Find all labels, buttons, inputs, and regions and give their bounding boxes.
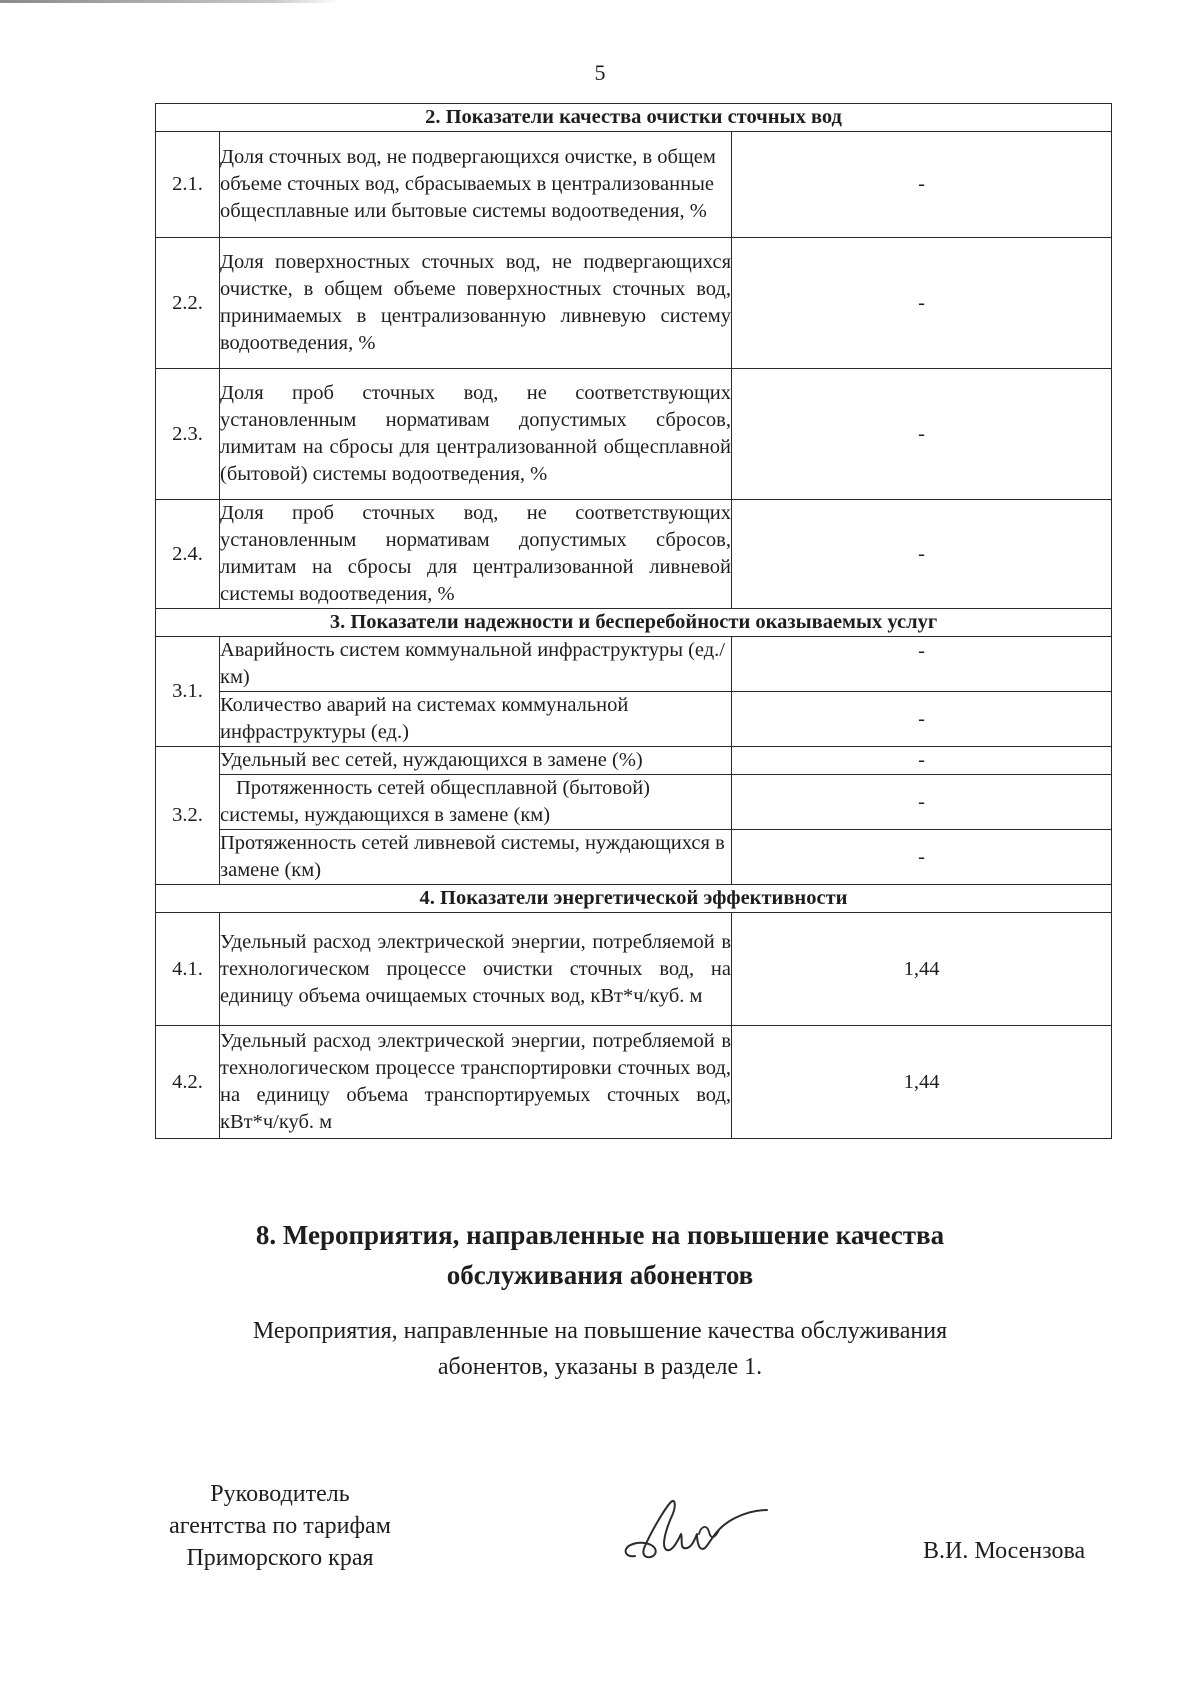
table-row — [156, 500, 1112, 609]
indicator-description: Удельный расход электрической энергии, потребляемой в технологическом процессе очистки сточных вод, на единицу объема очищаемых сточных вод, кВт*ч/куб. м — [220, 913, 732, 1026]
row-number: 2.2. — [156, 238, 220, 369]
indicator-description: Аварийность систем коммунальной инфраструктуры (ед./км) — [220, 637, 732, 692]
table-row — [156, 775, 1112, 830]
signatory-position-line-3: Приморского края — [186, 1545, 374, 1571]
indicator-description: Удельный расход электрической энергии, потребляемой в технологическом процессе транспортировки сточных вод, на единицу объема транспортируемых сточных вод, кВт*ч/куб. м — [220, 1026, 732, 1139]
indicator-value: - — [732, 500, 1112, 609]
indicator-value: - — [732, 747, 1112, 775]
section-2-title: 2. Показатели качества очистки сточных вод — [156, 104, 1112, 132]
section-8-paragraph — [0, 1313, 1200, 1385]
table-row — [156, 692, 1112, 747]
row-number: 2.4. — [156, 500, 220, 609]
row-number: 2.1. — [156, 132, 220, 238]
indicator-value: - — [732, 692, 1112, 747]
table-row — [156, 747, 1112, 775]
section-8-heading-line-2: обслуживания абонентов — [446, 1260, 754, 1290]
row-number: 4.2. — [156, 1026, 220, 1139]
row-number: 3.2. — [156, 747, 220, 885]
section-4-title: 4. Показатели энергетической эффективности — [156, 885, 1112, 913]
table-row — [156, 238, 1112, 369]
signatory-position — [150, 1478, 410, 1574]
indicator-value: - — [732, 830, 1112, 885]
indicator-description: Протяженность сетей ливневой системы, нуждающихся в замене (км) — [220, 830, 732, 885]
table-row — [156, 830, 1112, 885]
indicator-description: Доля поверхностных сточных вод, не подвергающихся очистке, в общем объеме поверхностных сточных вод, принимаемых в централизованную ливневую систему водоотведения, % — [220, 238, 732, 369]
table-row — [156, 913, 1112, 1026]
section-2-header-row — [156, 104, 1112, 132]
row-number: 2.3. — [156, 369, 220, 500]
section-8-paragraph-line-1: Мероприятия, направленные на повышение качества обслуживания — [252, 1318, 948, 1344]
signatory-position-line-1: Руководитель — [210, 1481, 350, 1507]
table-row — [156, 132, 1112, 238]
section-3-title: 3. Показатели надежности и бесперебойности оказываемых услуг — [156, 609, 1112, 637]
indicator-description: Доля сточных вод, не подвергающихся очистке, в общем объеме сточных вод, сбрасываемых в централизованные общесплавные или бытовые системы водоотведения, % — [220, 132, 732, 238]
indicator-value: - — [732, 132, 1112, 238]
section-4-header-row — [156, 885, 1112, 913]
indicator-description: Количество аварий на системах коммунальной инфраструктуры (ед.) — [220, 692, 732, 747]
table-row — [156, 1026, 1112, 1139]
indicators-table — [155, 103, 1112, 1139]
row-number: 3.1. — [156, 637, 220, 747]
scan-edge — [0, 0, 340, 3]
table-row — [156, 369, 1112, 500]
indicator-value: - — [732, 637, 1112, 692]
page-number: 5 — [594, 60, 606, 85]
indicator-value: 1,44 — [732, 913, 1112, 1026]
indicator-description: Удельный вес сетей, нуждающихся в замене (%) — [220, 747, 732, 775]
indicator-value: - — [732, 238, 1112, 369]
section-3-header-row — [156, 609, 1112, 637]
indicator-description: Доля проб сточных вод, не соответствующих установленным нормативам допустимых сбросов, лимитам на сбросы для централизованной ливневой системы водоотведения, % — [220, 500, 732, 609]
handwritten-signature — [615, 1488, 775, 1568]
indicator-value: - — [732, 775, 1112, 830]
signatory-name: В.И. Мосензова — [923, 1538, 1086, 1564]
section-8-heading — [0, 1215, 1200, 1295]
row-number: 4.1. — [156, 913, 220, 1026]
section-8-heading-line-1: 8. Мероприятия, направленные на повышение качества — [255, 1220, 945, 1250]
table-row — [156, 637, 1112, 692]
section-8-paragraph-line-2: абонентов, указаны в разделе 1. — [437, 1354, 763, 1380]
indicator-value: - — [732, 369, 1112, 500]
signatory-position-line-2: агентства по тарифам — [169, 1513, 391, 1539]
indicator-value: 1,44 — [732, 1026, 1112, 1139]
indicator-description: Доля проб сточных вод, не соответствующих установленным нормативам допустимых сбросов, лимитам на сбросы для централизованной общесплавной (бытовой) системы водоотведения, % — [220, 369, 732, 500]
indicator-description: Протяженность сетей общесплавной (бытовой) системы, нуждающихся в замене (км) — [220, 775, 732, 830]
